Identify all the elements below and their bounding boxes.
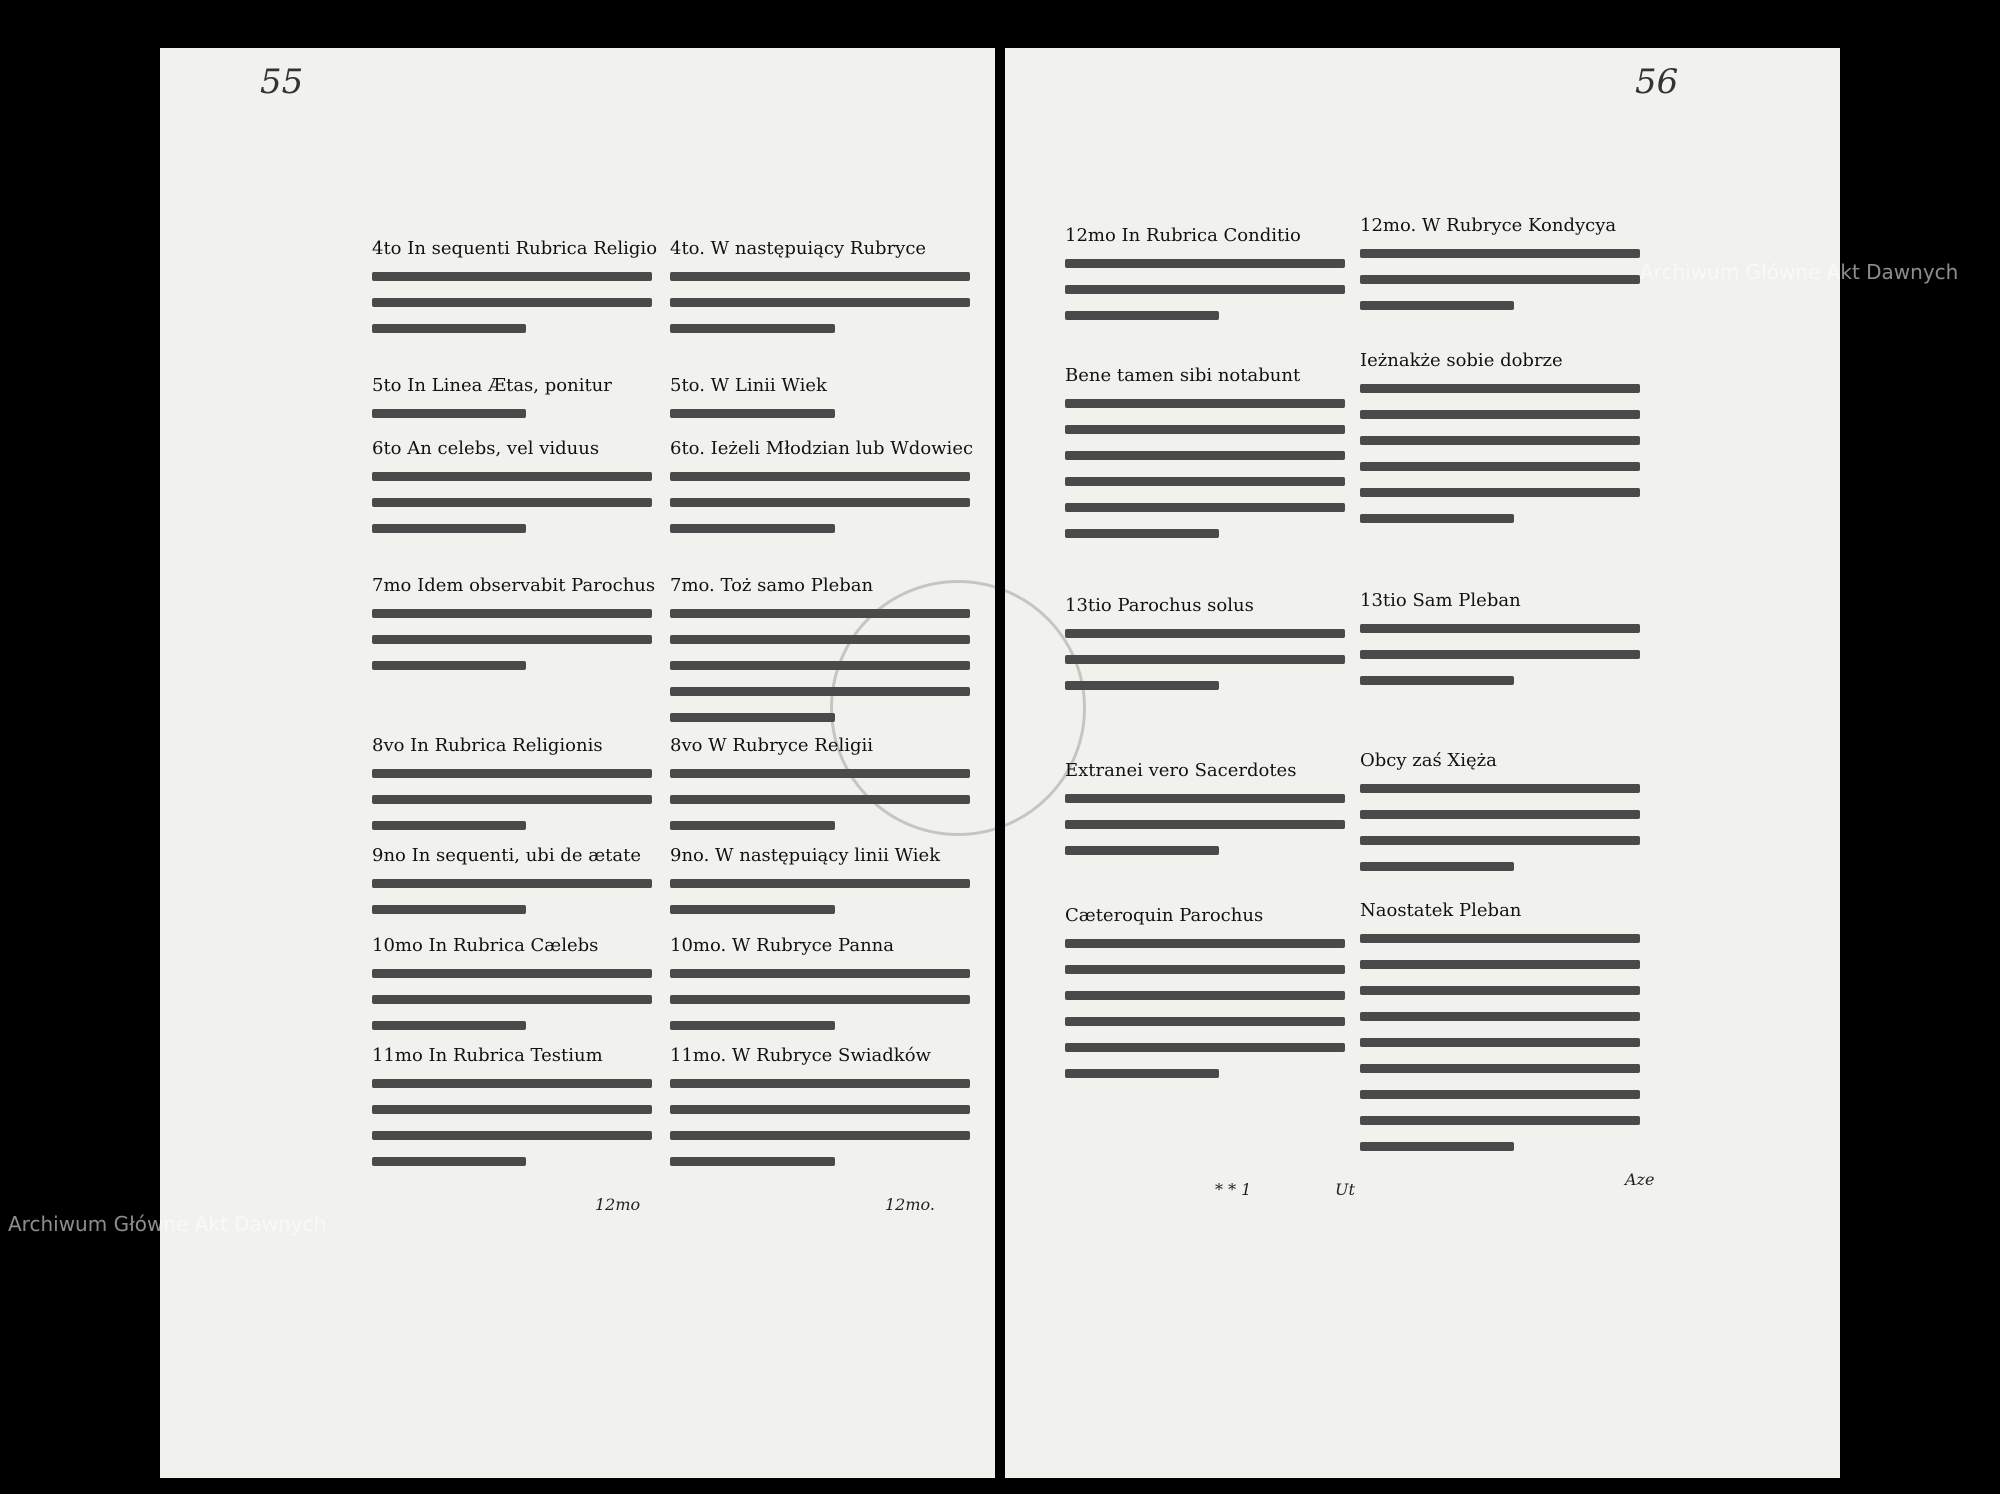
text-line <box>372 472 652 481</box>
text-line <box>670 769 970 778</box>
catchword-left-a: 12mo <box>595 1195 641 1214</box>
text-line <box>670 472 970 481</box>
left-col-b-para-7: 10mo. W Rubryce Panna <box>670 935 895 956</box>
text-line <box>1360 249 1640 258</box>
left-col-a-para-7: 10mo In Rubrica Cælebs <box>372 935 599 956</box>
right-col-a-para-5: Cæteroquin Parochus <box>1065 905 1264 926</box>
text-line <box>1360 676 1514 685</box>
right-col-b-para-1: 12mo. W Rubryce Kondycya <box>1360 215 1617 236</box>
text-line <box>670 524 835 533</box>
text-line <box>372 1157 526 1166</box>
text-line <box>670 995 970 1004</box>
text-line <box>1360 384 1640 393</box>
left-col-b-para-5: 8vo W Rubryce Religii <box>670 735 874 756</box>
left-col-b-para-1: 4to. W następuiący Rubryce <box>670 238 927 259</box>
text-line <box>372 324 526 333</box>
text-line <box>670 609 970 618</box>
text-line <box>670 1105 970 1114</box>
left-col-b-para-6: 9no. W następuiący linii Wiek <box>670 845 941 866</box>
right-col-b-para-4: Obcy zaś Xięża <box>1360 750 1497 771</box>
text-line <box>1360 462 1640 471</box>
right-col-b-para-2: Ieżnakże sobie dobrze <box>1360 350 1563 371</box>
text-line <box>1360 1038 1640 1047</box>
text-line <box>670 272 970 281</box>
left-col-a-para-1: 4to In sequenti Rubrica Religio <box>372 238 658 259</box>
text-line <box>1360 1090 1640 1099</box>
text-line <box>372 1131 652 1140</box>
text-line <box>1360 410 1640 419</box>
right-col-b-para-5: Naostatek Pleban <box>1360 900 1522 921</box>
left-col-a-para-3: 6to An celebs, vel viduus <box>372 438 600 459</box>
text-line <box>670 409 835 418</box>
left-col-b-para-2: 5to. W Linii Wiek <box>670 375 827 396</box>
text-line <box>1360 1116 1640 1125</box>
text-line <box>372 1105 652 1114</box>
text-line <box>372 1079 652 1088</box>
text-line <box>372 769 652 778</box>
text-line <box>1360 436 1640 445</box>
text-line <box>372 879 652 888</box>
text-line <box>1360 1142 1514 1151</box>
right-col-a-para-4: Extranei vero Sacerdotes <box>1065 760 1297 781</box>
text-line <box>372 1021 526 1030</box>
right-col-a-para-2: Bene tamen sibi notabunt <box>1065 365 1301 386</box>
text-line <box>1360 624 1640 633</box>
text-line <box>372 969 652 978</box>
text-line <box>1360 514 1514 523</box>
catchword-left-b: 12mo. <box>885 1195 935 1214</box>
text-line <box>1065 965 1345 974</box>
text-line <box>1360 960 1640 969</box>
text-line <box>1065 311 1219 320</box>
page-number-left: 55 <box>260 62 304 102</box>
text-line <box>670 635 970 644</box>
text-line <box>670 1131 970 1140</box>
text-line <box>1360 986 1640 995</box>
text-line <box>1065 794 1345 803</box>
text-line <box>372 409 526 418</box>
text-line <box>1065 529 1219 538</box>
text-line <box>670 687 970 696</box>
text-line <box>1065 477 1345 486</box>
text-line <box>1065 939 1345 948</box>
left-col-b-para-4: 7mo. Toż samo Pleban <box>670 575 874 596</box>
text-line <box>670 1157 835 1166</box>
text-line <box>1360 301 1514 310</box>
text-line <box>1360 1064 1640 1073</box>
text-line <box>1065 820 1345 829</box>
text-line <box>670 1021 835 1030</box>
text-line <box>1360 862 1514 871</box>
text-line <box>372 795 652 804</box>
text-line <box>1360 488 1640 497</box>
text-line <box>1065 425 1345 434</box>
text-line <box>670 661 970 670</box>
text-line <box>1065 451 1345 460</box>
text-line <box>1065 1069 1219 1078</box>
text-line <box>372 609 652 618</box>
left-col-b-para-8: 11mo. W Rubryce Swiadków <box>670 1045 931 1066</box>
left-col-a-para-8: 11mo In Rubrica Testium <box>372 1045 603 1066</box>
text-line <box>372 272 652 281</box>
text-line <box>372 635 652 644</box>
text-line <box>1360 275 1640 284</box>
left-col-b-para-3: 6to. Ieżeli Młodzian lub Wdowiec <box>670 438 974 459</box>
text-line <box>670 498 970 507</box>
text-line <box>670 713 835 722</box>
left-col-a-para-5: 8vo In Rubrica Religionis <box>372 735 603 756</box>
watermark-top-right: Archiwum Główne Akt Dawnych <box>1640 260 1959 284</box>
text-line <box>1065 681 1219 690</box>
left-col-a-para-4: 7mo Idem observabit Parochus <box>372 575 656 596</box>
right-col-b-para-3: 13tio Sam Pleban <box>1360 590 1521 611</box>
signature-mark: * * 1 <box>1215 1180 1252 1199</box>
right-col-a-para-3: 13tio Parochus solus <box>1065 595 1254 616</box>
right-col-a-para-1: 12mo In Rubrica Conditio <box>1065 225 1301 246</box>
text-line <box>670 795 970 804</box>
catchword-right-b: Aze <box>1625 1170 1655 1189</box>
text-line <box>670 969 970 978</box>
left-col-a-para-6: 9no In sequenti, ubi de ætate <box>372 845 641 866</box>
text-line <box>372 995 652 1004</box>
text-line <box>372 498 652 507</box>
text-line <box>1065 655 1345 664</box>
text-line <box>1065 503 1345 512</box>
text-line <box>372 524 526 533</box>
text-line <box>1360 934 1640 943</box>
text-line <box>372 298 652 307</box>
text-line <box>670 298 970 307</box>
catchword-right-a: Ut <box>1335 1180 1355 1199</box>
text-line <box>1065 1043 1345 1052</box>
page-number-right: 56 <box>1635 62 1679 102</box>
text-line <box>1065 399 1345 408</box>
text-line <box>372 661 526 670</box>
left-col-a-para-2: 5to In Linea Ætas, ponitur <box>372 375 612 396</box>
text-line <box>1360 1012 1640 1021</box>
watermark-bottom-left: Archiwum Główne Akt Dawnych <box>8 1212 327 1236</box>
text-line <box>1360 784 1640 793</box>
text-line <box>1065 629 1345 638</box>
text-line <box>1360 650 1640 659</box>
text-line <box>1360 810 1640 819</box>
text-line <box>1065 285 1345 294</box>
text-line <box>670 879 970 888</box>
text-line <box>670 905 835 914</box>
text-line <box>372 905 526 914</box>
text-line <box>670 1079 970 1088</box>
text-line <box>1065 259 1345 268</box>
text-line <box>1065 1017 1345 1026</box>
text-line <box>1360 836 1640 845</box>
text-line <box>670 324 835 333</box>
text-line <box>670 821 835 830</box>
text-line <box>1065 846 1219 855</box>
text-line <box>372 821 526 830</box>
text-line <box>1065 991 1345 1000</box>
